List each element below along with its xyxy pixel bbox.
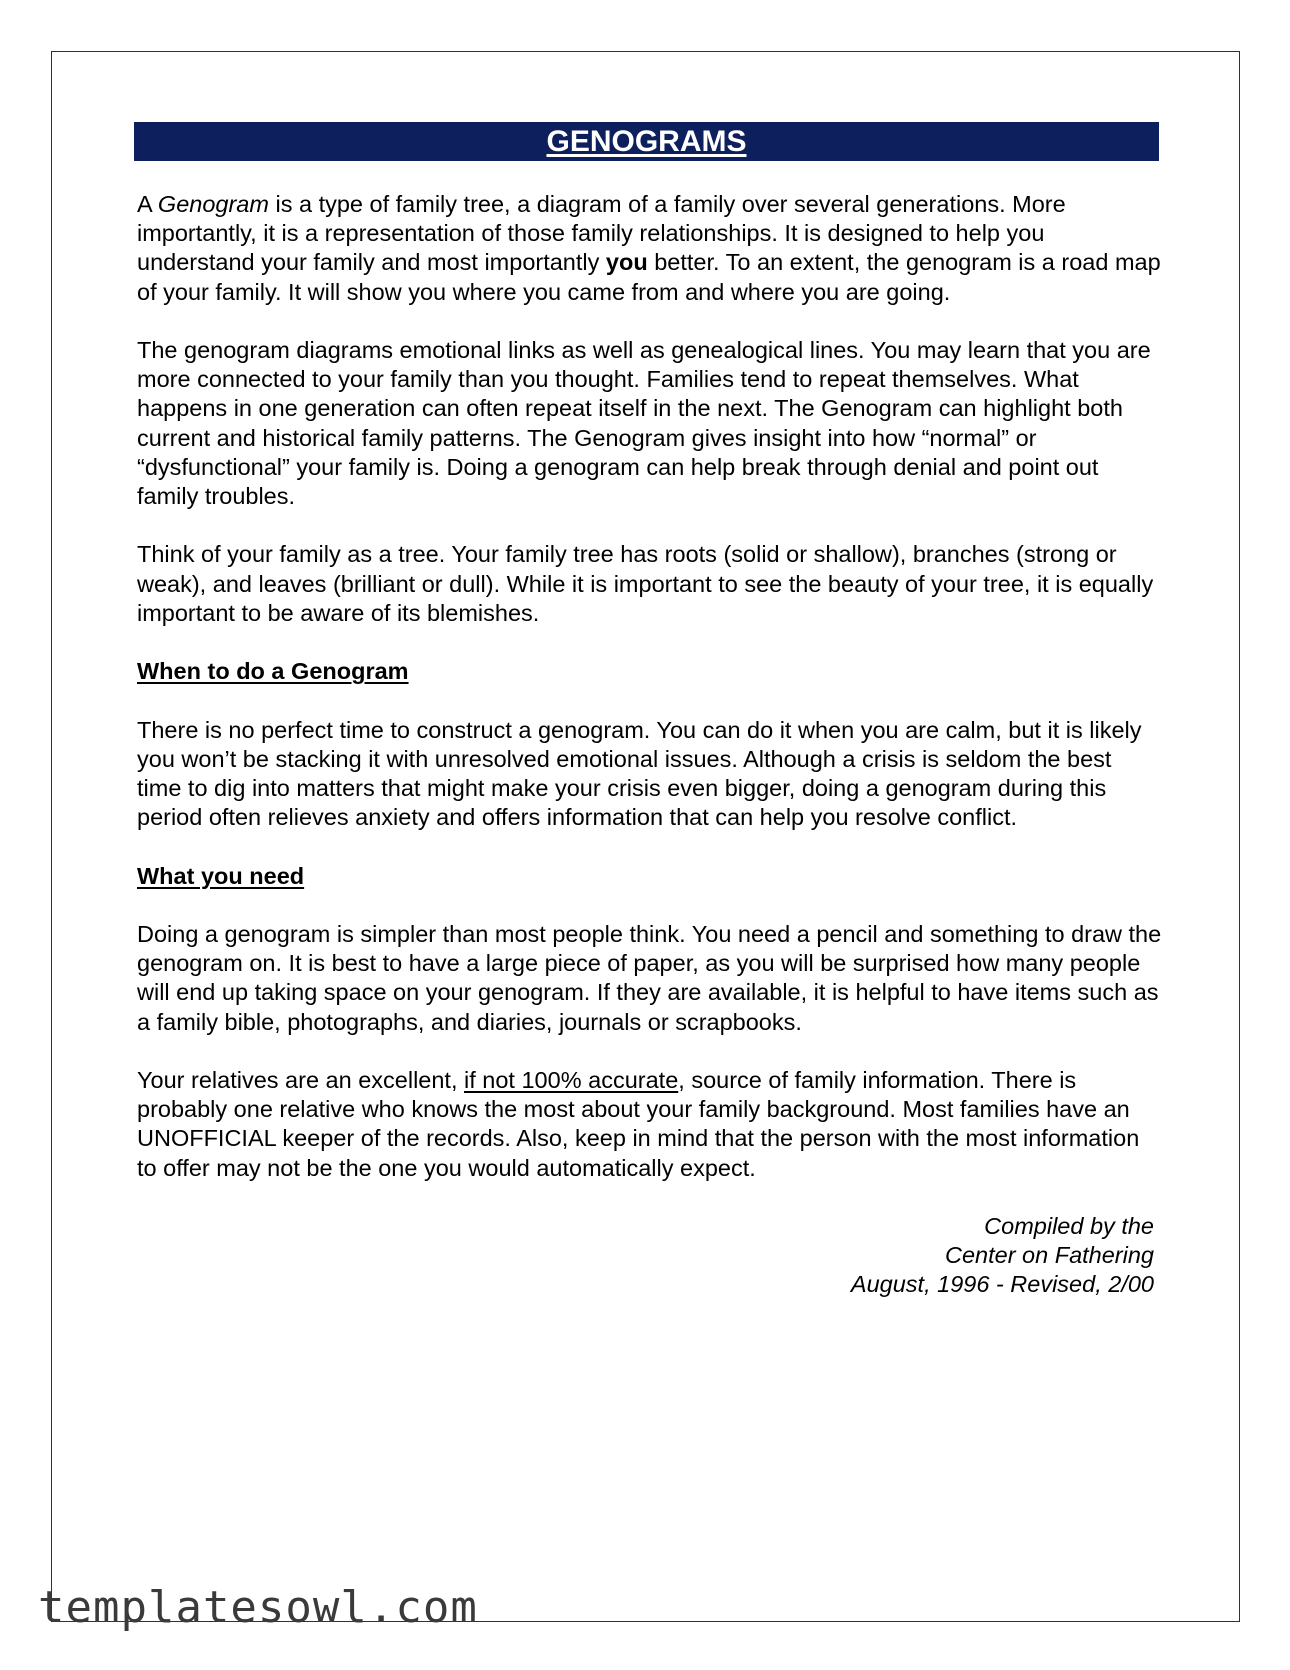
relatives-text-2: , source of family information. There is probably one relative who knows the most about your family background. Most families have an UNOFFICIAL keeper of the records. Also, keep in mind that the person with the most information to offer may not be the one you would automatically expect. [137, 1066, 1140, 1181]
when-heading: When to do a Genogram [137, 658, 409, 685]
when-paragraph: There is no perfect time to construct a genogram. You can do it when you are calm, but it is likely you won’t be stacking it with unresolved emotional issues. Although a crisis is seldom the best time to dig into matters that might make your crisis even bigger, doing a genogram during this period often relieves anxiety and offers information that can help you resolve conflict. [137, 716, 1142, 831]
relatives-text-1: Your relatives are an excellent, [137, 1066, 465, 1093]
credits-block [137, 1212, 1154, 1300]
credits-line-2: Center on Fathering [944, 1242, 1154, 1269]
intro-you-emphasis: you [605, 249, 648, 276]
intro-text-2: is a type of family tree, a diagram of a family over several generations. More importantly, it is a representation of those family relationships. It is designed to help you understand your family and most importantly [137, 191, 1066, 276]
family-tree-paragraph: Think of your family as a tree. Your family tree has roots (solid or shallow), branches (strong or weak), and leaves (brilliant or dull). While it is important to see the beauty of your tree, it is equally important to be aware of its blemishes. [137, 541, 1154, 626]
watermark: templatesowl.com [38, 1582, 478, 1633]
need-paragraph: Doing a genogram is simpler than most people think. You need a pencil and something to draw the genogram on. It is best to have a large piece of paper, as you will be surprised how many people will end up taking space on your genogram. If they are available, it is helpful to have items such as a family bible, photographs, and diaries, journals or scrapbooks. [137, 920, 1162, 1035]
need-heading: What you need [137, 862, 305, 889]
credits-line-1: Compiled by the [984, 1212, 1154, 1239]
relatives-paragraph [137, 1066, 1162, 1183]
document-body [137, 190, 1162, 1300]
relatives-accuracy-note: if not 100% accurate [464, 1066, 679, 1093]
emotional-links-paragraph: The genogram diagrams emotional links as well as genealogical lines. You may learn that you are more connected to your family than you thought. Families tend to repeat themselves. What happens in one generation can often repeat itself in the next. The Genogram can highlight both current and historical family patterns. The Genogram gives insight into how “normal” or “dysfunctional” your family is. Doing a genogram can help break through denial and point out family troubles. [137, 337, 1151, 510]
intro-text-3: better. To an extent, the genogram is a road map of your family. It will show you where you came from and where you are going. [137, 249, 1161, 305]
intro-text-1: A [137, 191, 158, 217]
intro-genogram-term: Genogram [157, 191, 269, 217]
intro-paragraph [137, 190, 1162, 307]
page-title: GENOGRAMS [546, 125, 747, 158]
title-bar [134, 122, 1159, 161]
credits-line-3: August, 1996 - Revised, 2/00 [850, 1271, 1154, 1298]
